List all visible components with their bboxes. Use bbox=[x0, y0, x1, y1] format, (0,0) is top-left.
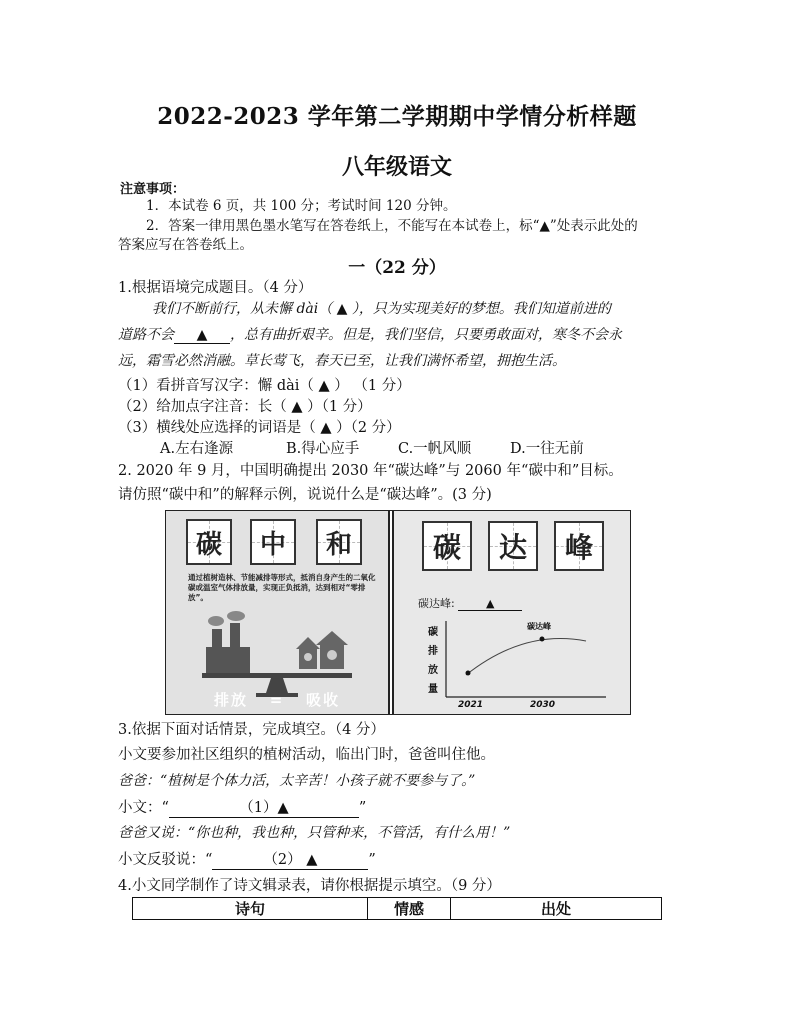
q3-blank-2: （2） ▲ bbox=[212, 848, 368, 870]
q1-answer-blank: ▲ bbox=[174, 327, 230, 344]
q1-sub3: （3）横线处应选择的词语是（ ▲ ）（2 分） bbox=[118, 420, 401, 436]
col-header-emotion: 情感 bbox=[368, 898, 451, 920]
col-header-source: 出处 bbox=[451, 898, 662, 920]
carbon-figure bbox=[165, 510, 631, 715]
q3-xiaowen-line2: 小文反驳说：“ （2） ▲ ” bbox=[118, 848, 376, 870]
q1-passage-line2 bbox=[118, 324, 622, 344]
notice-item-2: 2．答案一律用黑色墨水笔写在答卷纸上，不能写在本试卷上，标“▲”处表示此处的 bbox=[146, 218, 638, 234]
factory-icon bbox=[206, 611, 250, 673]
char-box: 碳 bbox=[422, 521, 472, 571]
q3-blank-1: （1）▲ bbox=[169, 796, 359, 818]
q3-stem: 3.依据下面对话情景，完成填空。（4 分） bbox=[118, 722, 385, 738]
carbon-peak-panel bbox=[394, 511, 630, 714]
char-box: 和 bbox=[316, 519, 362, 565]
q1-passage-line2-start: 道路不会 bbox=[118, 327, 174, 343]
q4-stem: 4.小文同学制作了诗文辑录表，请你根据提示填空。（9 分） bbox=[118, 878, 501, 894]
notice-item-2-cont: 答案应写在答卷纸上。 bbox=[118, 237, 253, 253]
peak-point bbox=[540, 637, 545, 642]
x-tick-2030: 2030 bbox=[530, 700, 556, 710]
char-box: 峰 bbox=[554, 521, 604, 571]
q3-xiaowen-line1: 小文：“ （1）▲ ” bbox=[118, 796, 366, 818]
q3-dad-line1: 爸爸：“植树是个体力活，太辛苦！小孩子就不要参与了。” bbox=[118, 773, 476, 789]
carbon-neutral-description: 通过植树造林、节能减排等形式，抵消自身产生的二氧化碳或温室气体排放量，实现正负抵消，达到相对“零排放”。 bbox=[188, 573, 376, 602]
notice-heading: 注意事项： bbox=[120, 182, 186, 197]
char-box: 达 bbox=[488, 521, 538, 571]
q1-option-d: D.一往无前 bbox=[510, 441, 584, 457]
q3-intro: 小文要参加社区组织的植树活动，临出门时，爸爸叫住他。 bbox=[118, 747, 495, 763]
q1-option-c: C.一帆风顺 bbox=[398, 441, 472, 457]
green-house-icon bbox=[296, 631, 348, 669]
char-box: 碳 bbox=[186, 519, 232, 565]
point-2021 bbox=[466, 671, 471, 676]
q2-line2: 请仿照“碳中和”的解释示例，说说什么是“碳达峰”。(3 分) bbox=[118, 487, 492, 503]
q1-sub2: （2）给加点字注音：长（ ▲ ）（1 分） bbox=[118, 399, 372, 415]
col-header-verse: 诗句 bbox=[133, 898, 368, 920]
notice-item-1: 1．本试卷 6 页，共 100 分；考试时间 120 分钟。 bbox=[146, 198, 457, 214]
q1-passage-line2-end: ，总有曲折艰辛。但是，我们坚信，只要勇敢面对，寒冬不会永 bbox=[230, 327, 622, 343]
q1-option-b: B.得心应手 bbox=[286, 441, 360, 457]
carbon-neutral-panel bbox=[166, 511, 388, 714]
y-axis-label: 碳 排 放 量 bbox=[428, 627, 438, 695]
x-tick-2021: 2021 bbox=[458, 700, 484, 710]
q1-option-a: A.左右逢源 bbox=[160, 441, 234, 457]
emission-curve bbox=[466, 639, 586, 675]
exam-subtitle: 八年级语文 bbox=[341, 154, 452, 180]
section-title: 一（22 分） bbox=[348, 258, 446, 278]
balance-beam bbox=[202, 673, 352, 678]
exam-title: 2022-2023 学年第二学期期中学情分析样题 bbox=[157, 103, 637, 130]
q1-passage-line3: 远，霜雪必然消融。草长莺飞，春天已至，让我们满怀希望，拥抱生活。 bbox=[118, 353, 566, 369]
char-box: 中 bbox=[250, 519, 296, 565]
q1-sub1: （1）看拼音写汉字：懈 dài（ ▲ ） （1 分） bbox=[118, 378, 411, 394]
q3-dad-line2: 爸爸又说：“你也种，我也种，只管种来，不管活，有什么用！” bbox=[118, 825, 511, 841]
carbon-peak-label: 碳达峰: ▲ bbox=[418, 595, 522, 611]
q2-line1: 2. 2020 年 9 月，中国明确提出 2030 年“碳达峰”与 2060 年“碳中和”目标。 bbox=[118, 463, 623, 479]
q1-stem: 1.根据语境完成题目。（4 分） bbox=[118, 280, 313, 296]
q1-passage-line1: 我们不断前行，从未懈 dài（ ▲ ），只为实现美好的梦想。我们知道前进的 bbox=[152, 301, 611, 317]
balance-equation: 排放 = 吸收 bbox=[214, 691, 340, 709]
poetry-table bbox=[132, 897, 662, 920]
peak-label: 碳达峰 bbox=[527, 622, 551, 631]
carbon-peak-blank: ▲ bbox=[458, 597, 522, 611]
